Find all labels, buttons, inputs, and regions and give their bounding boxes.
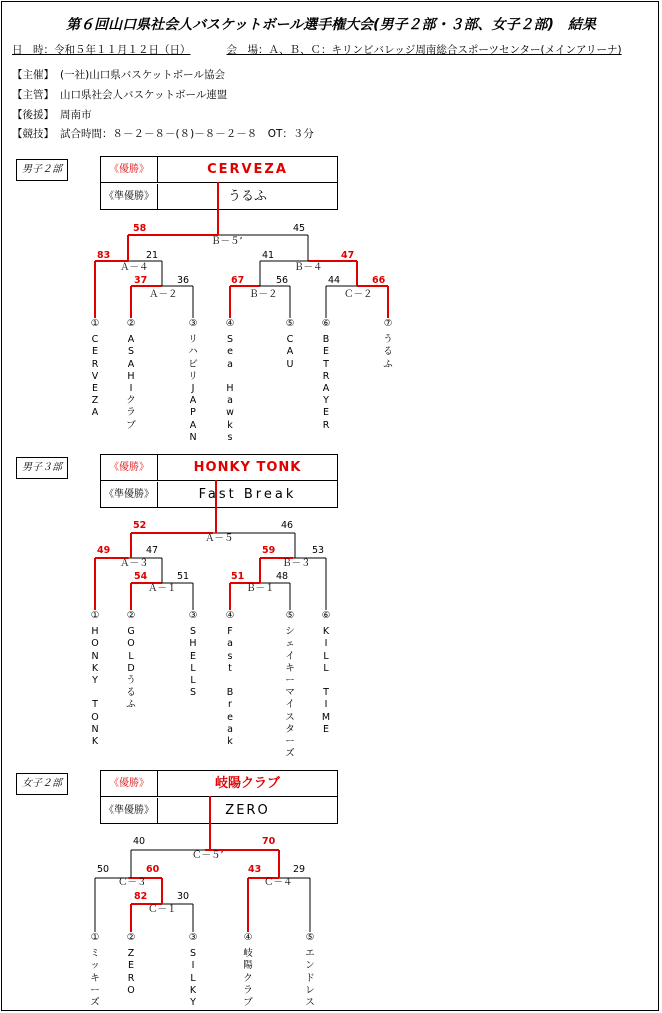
game-score: 37 (134, 275, 148, 286)
team-name: H O N K Y T O N K (91, 626, 99, 748)
date-key: 日 時 (12, 44, 44, 56)
team-number: ② (126, 318, 136, 329)
game-score: 46 (281, 520, 294, 531)
info-manager: 【主管】 山口県社会人バスケットボール連盟 (12, 89, 228, 101)
team-number: ⑥ (321, 610, 331, 621)
game-court: Ｃ－２ (344, 289, 373, 300)
game-score: 49 (97, 545, 111, 556)
game-court: Ｂ－１ (246, 583, 275, 594)
winner-label: 《優勝》 (101, 157, 158, 183)
team-name: C E R V E Z A (91, 334, 99, 419)
division-label: 女子２部 (16, 773, 68, 795)
team-name: S H E L L S (189, 626, 197, 699)
game-score: 82 (134, 891, 148, 902)
runner-up-label: 《準優勝》 (101, 482, 158, 508)
game-score: 52 (133, 520, 147, 531)
game-score: 50 (97, 864, 110, 875)
runner-up-label: 《準優勝》 (101, 184, 158, 210)
team-name: う る ふ (383, 334, 393, 370)
team-entry (186, 318, 200, 444)
game-court: Ｃ－１ (148, 904, 177, 915)
team-entry (381, 318, 395, 371)
game-court: Ｃ－４ (264, 877, 293, 888)
team-number: ① (90, 318, 100, 329)
team-name: 岐 陽 ク ラ ブ (243, 948, 253, 1009)
team-entry (283, 610, 297, 760)
game-court: Ａ－３ (120, 558, 149, 569)
page-title: 第６回山口県社会人バスケットボール選手権大会(男子２部・３部、女子２部) 結果 (66, 17, 596, 33)
game-score: 54 (134, 571, 148, 582)
game-court: Ａ－４ (120, 262, 149, 273)
team-entry (124, 610, 138, 712)
runner-up-label: 《準優勝》 (101, 798, 158, 824)
game-score: 67 (231, 275, 245, 286)
team-entry (88, 610, 102, 748)
info-supporter: 【後援】 周南市 (12, 109, 92, 121)
game-court: Ｂ－５’ (211, 236, 243, 247)
team-number: ⑦ (383, 318, 393, 329)
info-organizer: 【主催】 (一社)山口県バスケットボール協会 (12, 69, 225, 81)
team-number: ① (90, 610, 100, 621)
team-entry (319, 610, 333, 736)
team-number: ③ (188, 318, 198, 329)
game-score: 41 (262, 250, 275, 261)
game-court: Ｃ－３ (118, 877, 147, 888)
game-court: Ｂ－２ (249, 289, 278, 300)
winner-name: 岐陽クラブ (214, 776, 280, 791)
winner-label: 《優勝》 (101, 455, 158, 481)
game-score: 53 (312, 545, 325, 556)
game-score: 70 (262, 836, 276, 847)
game-court: Ｂ－３ (282, 558, 311, 569)
runner-up-name: ZERO (225, 803, 270, 818)
game-score: 58 (133, 223, 147, 234)
venue-value: ：Ａ、Ｂ、Ｃ：キリンビバレッジ周南総合スポーツセンター(メインアリーナ) (258, 44, 622, 56)
game-score: 66 (372, 275, 386, 286)
team-number: ③ (188, 610, 198, 621)
game-score: 83 (97, 250, 111, 261)
game-score: 29 (293, 864, 306, 875)
team-entry (283, 318, 297, 371)
team-number: ⑤ (285, 318, 295, 329)
team-number: ② (126, 610, 136, 621)
team-name: リ ハ ビ リ J A P A N (188, 334, 198, 443)
game-court: Ａ－２ (149, 289, 178, 300)
team-entry (186, 932, 200, 1009)
team-name: G O L D う る ふ (126, 626, 136, 711)
team-entry (303, 932, 317, 1009)
team-name: B E T R A Y E R (322, 334, 330, 431)
team-number: ⑤ (305, 932, 315, 943)
game-score: 59 (262, 545, 276, 556)
game-score: 36 (177, 275, 190, 286)
team-name: ミ ッ キ ー ズ (90, 948, 100, 1009)
game-court: Ａ－５ (205, 533, 234, 544)
team-number: ④ (225, 318, 235, 329)
team-entry (124, 318, 138, 432)
team-entry (186, 610, 200, 699)
game-court: Ａ－１ (148, 583, 177, 594)
team-entry (223, 610, 237, 748)
game-score: 51 (177, 571, 190, 582)
game-score: 44 (328, 275, 341, 286)
runner-up-name: うるふ (227, 189, 267, 204)
runner-up-name: Fast Break (198, 487, 297, 502)
game-score: 60 (146, 864, 160, 875)
info-rules: 【競技】 試合時間：８－２－８－(８)－８－２－８ OT：３分 (12, 128, 314, 140)
game-score: 48 (276, 571, 289, 582)
result-box (100, 454, 338, 508)
game-court: Ｂ－４ (294, 262, 323, 273)
team-name: S e a H a w k s (226, 334, 234, 443)
game-score: 45 (293, 223, 306, 234)
division-label: 男子３部 (16, 457, 68, 479)
team-number: ③ (188, 932, 198, 943)
team-name: K I L L T I M E (321, 626, 331, 735)
team-name: S I L K Y (189, 948, 197, 1009)
team-number: ⑤ (285, 610, 295, 621)
team-entry (88, 318, 102, 420)
team-number: ① (90, 932, 100, 943)
team-entry (88, 932, 102, 1009)
game-score: 30 (177, 891, 190, 902)
date-value: ：令和５年１１月１２日（日） (43, 44, 191, 56)
game-court: Ｃ－５’ (192, 850, 224, 861)
game-score: 56 (276, 275, 289, 286)
team-entry (223, 318, 237, 444)
team-entry (241, 932, 255, 1009)
venue-key: 会 場 (226, 44, 258, 56)
winner-name: HONKY TONK (193, 460, 302, 475)
game-score: 21 (146, 250, 159, 261)
team-number: ④ (243, 932, 253, 943)
winner-label: 《優勝》 (101, 771, 158, 797)
team-entry (319, 318, 333, 432)
division-label: 男子２部 (16, 159, 68, 181)
team-number: ② (126, 932, 136, 943)
team-number: ④ (225, 610, 235, 621)
team-name: F a s t B r e a k (226, 626, 234, 748)
team-entry (124, 932, 138, 997)
game-score: 51 (231, 571, 245, 582)
team-number: ⑥ (321, 318, 331, 329)
team-name: A S A H I ク ラ ブ (126, 334, 136, 431)
game-score: 47 (341, 250, 355, 261)
team-name: シ ェ イ キ ー マ イ ス タ ー ズ (285, 626, 295, 760)
team-name: エ ン ド レ ス (305, 948, 315, 1009)
date-venue-line (12, 42, 622, 57)
result-box (100, 156, 338, 210)
game-score: 47 (146, 545, 159, 556)
winner-name: CERVEZA (207, 162, 288, 177)
game-score: 40 (133, 836, 146, 847)
team-name: C A U (286, 334, 294, 370)
result-box (100, 770, 338, 824)
team-name: Z E R O (127, 948, 135, 996)
game-score: 43 (248, 864, 262, 875)
